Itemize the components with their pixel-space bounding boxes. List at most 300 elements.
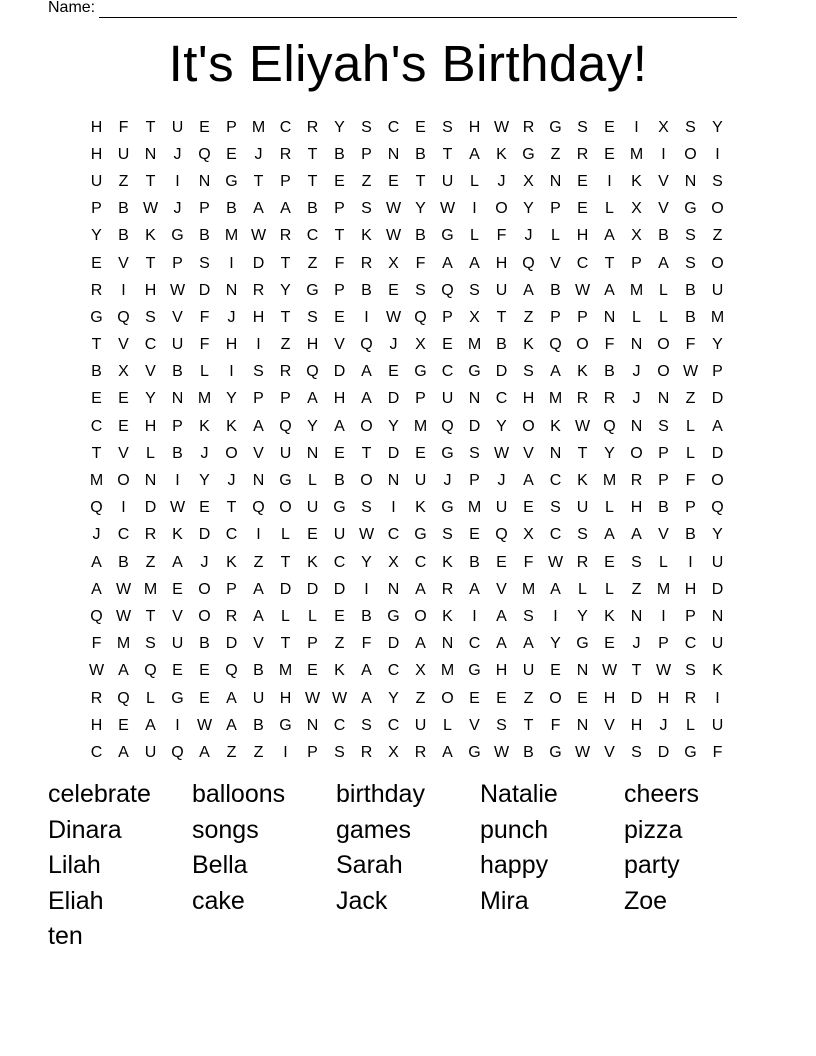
grid-cell[interactable]: Y <box>307 417 318 435</box>
grid-cell[interactable]: G <box>333 499 346 517</box>
grid-cell[interactable]: X <box>415 662 426 680</box>
grid-cell[interactable]: Q <box>414 308 427 326</box>
grid-cell[interactable]: E <box>91 390 102 408</box>
grid-cell[interactable]: N <box>549 172 562 190</box>
grid-cell[interactable]: O <box>657 336 670 354</box>
grid-cell[interactable]: G <box>171 227 184 245</box>
grid-cell[interactable]: M <box>197 390 212 408</box>
grid-cell[interactable]: I <box>175 716 180 734</box>
grid-cell[interactable]: W <box>493 743 510 761</box>
grid-cell[interactable]: U <box>171 635 184 653</box>
grid-cell[interactable]: E <box>226 145 237 163</box>
grid-cell[interactable]: Q <box>279 417 292 435</box>
grid-cell[interactable]: P <box>658 472 669 490</box>
grid-cell[interactable]: A <box>199 743 210 761</box>
grid-cell[interactable]: T <box>361 444 372 462</box>
grid-cell[interactable]: M <box>224 227 239 245</box>
grid-cell[interactable]: P <box>415 390 426 408</box>
grid-cell[interactable]: T <box>415 172 426 190</box>
grid-cell[interactable]: B <box>91 363 102 381</box>
grid-cell[interactable]: E <box>199 662 210 680</box>
grid-cell[interactable]: M <box>440 662 455 680</box>
grid-cell[interactable]: G <box>279 716 292 734</box>
grid-cell[interactable]: R <box>90 281 103 299</box>
grid-cell[interactable]: G <box>576 635 589 653</box>
grid-cell[interactable]: N <box>144 472 157 490</box>
grid-cell[interactable]: G <box>522 145 535 163</box>
grid-cell[interactable]: L <box>281 526 290 544</box>
grid-cell[interactable]: Y <box>523 200 534 218</box>
grid-cell[interactable]: B <box>334 472 345 490</box>
grid-cell[interactable]: E <box>199 689 210 707</box>
grid-cell[interactable]: Q <box>117 689 130 707</box>
grid-cell[interactable]: G <box>468 363 481 381</box>
grid-cell[interactable]: B <box>523 743 534 761</box>
grid-cell[interactable]: I <box>256 336 261 354</box>
grid-cell[interactable]: K <box>199 417 210 435</box>
grid-cell[interactable]: A <box>469 580 480 598</box>
grid-cell[interactable]: T <box>145 254 156 272</box>
grid-cell[interactable]: Q <box>144 662 157 680</box>
grid-cell[interactable]: Z <box>118 172 129 190</box>
grid-cell[interactable]: F <box>550 716 561 734</box>
grid-cell[interactable]: L <box>659 308 668 326</box>
grid-cell[interactable]: E <box>415 444 426 462</box>
grid-cell[interactable]: Y <box>577 607 588 625</box>
grid-cell[interactable]: J <box>497 472 506 490</box>
grid-cell[interactable]: W <box>574 743 591 761</box>
grid-cell[interactable]: K <box>442 553 453 571</box>
grid-cell[interactable]: S <box>523 363 534 381</box>
grid-cell[interactable]: H <box>630 716 643 734</box>
grid-cell[interactable]: F <box>361 635 372 653</box>
grid-cell[interactable]: K <box>604 607 615 625</box>
grid-cell[interactable]: H <box>495 662 508 680</box>
grid-cell[interactable]: C <box>387 118 400 136</box>
grid-cell[interactable]: J <box>524 227 533 245</box>
grid-cell[interactable]: Y <box>199 472 210 490</box>
grid-cell[interactable]: S <box>361 716 372 734</box>
grid-cell[interactable]: S <box>442 526 453 544</box>
grid-cell[interactable]: W <box>169 281 186 299</box>
grid-cell[interactable]: A <box>91 580 102 598</box>
grid-cell[interactable]: C <box>306 227 319 245</box>
grid-cell[interactable]: H <box>90 118 103 136</box>
grid-cell[interactable]: U <box>333 526 346 544</box>
grid-cell[interactable]: R <box>684 689 697 707</box>
grid-cell[interactable]: U <box>171 118 184 136</box>
grid-cell[interactable]: P <box>172 254 183 272</box>
grid-cell[interactable]: W <box>493 444 510 462</box>
grid-cell[interactable]: C <box>549 472 562 490</box>
grid-cell[interactable]: O <box>711 200 724 218</box>
grid-cell[interactable]: T <box>226 499 237 517</box>
grid-cell[interactable]: V <box>253 444 264 462</box>
grid-cell[interactable]: M <box>656 580 671 598</box>
grid-cell[interactable]: W <box>196 716 213 734</box>
grid-cell[interactable]: W <box>655 662 672 680</box>
grid-cell[interactable]: R <box>630 472 643 490</box>
grid-cell[interactable]: W <box>169 499 186 517</box>
grid-cell[interactable]: G <box>441 444 454 462</box>
grid-cell[interactable]: H <box>522 390 535 408</box>
grid-cell[interactable]: Q <box>603 417 616 435</box>
grid-cell[interactable]: Z <box>361 172 372 190</box>
grid-cell[interactable]: R <box>279 145 292 163</box>
grid-cell[interactable]: D <box>252 254 265 272</box>
grid-cell[interactable]: Y <box>145 390 156 408</box>
grid-cell[interactable]: V <box>550 254 561 272</box>
grid-cell[interactable]: D <box>198 526 211 544</box>
grid-cell[interactable]: A <box>253 607 264 625</box>
grid-cell[interactable]: R <box>576 390 589 408</box>
grid-cell[interactable]: V <box>334 336 345 354</box>
grid-cell[interactable]: G <box>468 662 481 680</box>
grid-cell[interactable]: N <box>171 390 184 408</box>
grid-cell[interactable]: E <box>334 308 345 326</box>
grid-cell[interactable]: X <box>523 526 534 544</box>
grid-cell[interactable]: K <box>361 227 372 245</box>
name-blank-field[interactable] <box>99 3 737 18</box>
grid-cell[interactable]: W <box>385 200 402 218</box>
grid-cell[interactable]: L <box>470 172 479 190</box>
grid-cell[interactable]: L <box>308 472 317 490</box>
grid-cell[interactable]: S <box>145 635 156 653</box>
grid-cell[interactable]: H <box>603 689 616 707</box>
grid-cell[interactable]: Y <box>712 118 723 136</box>
grid-cell[interactable]: C <box>495 390 508 408</box>
grid-cell[interactable]: S <box>631 743 642 761</box>
grid-cell[interactable]: A <box>523 281 534 299</box>
grid-cell[interactable]: J <box>632 635 641 653</box>
grid-cell[interactable]: D <box>333 580 346 598</box>
grid-cell[interactable]: P <box>280 172 291 190</box>
grid-cell[interactable]: T <box>307 172 318 190</box>
grid-cell[interactable]: E <box>604 118 615 136</box>
grid-cell[interactable]: M <box>602 472 617 490</box>
grid-cell[interactable]: E <box>118 417 129 435</box>
grid-cell[interactable]: N <box>630 607 643 625</box>
grid-cell[interactable]: M <box>278 662 293 680</box>
grid-cell[interactable]: W <box>574 417 591 435</box>
grid-cell[interactable]: F <box>685 472 696 490</box>
grid-cell[interactable]: M <box>251 118 266 136</box>
grid-cell[interactable]: D <box>711 444 724 462</box>
grid-cell[interactable]: S <box>334 743 345 761</box>
grid-cell[interactable]: V <box>604 743 615 761</box>
grid-cell[interactable]: R <box>360 254 373 272</box>
grid-cell[interactable]: D <box>333 363 346 381</box>
grid-cell[interactable]: L <box>659 281 668 299</box>
grid-cell[interactable]: W <box>115 580 132 598</box>
grid-cell[interactable]: L <box>443 716 452 734</box>
grid-cell[interactable]: W <box>142 200 159 218</box>
grid-cell[interactable]: J <box>443 472 452 490</box>
grid-cell[interactable]: W <box>439 200 456 218</box>
grid-cell[interactable]: E <box>172 580 183 598</box>
grid-cell[interactable]: S <box>415 281 426 299</box>
grid-cell[interactable]: C <box>387 716 400 734</box>
grid-cell[interactable]: Q <box>441 281 454 299</box>
grid-cell[interactable]: P <box>550 308 561 326</box>
grid-cell[interactable]: C <box>225 526 238 544</box>
grid-cell[interactable]: A <box>523 635 534 653</box>
grid-cell[interactable]: N <box>306 716 319 734</box>
grid-cell[interactable]: C <box>90 743 103 761</box>
grid-cell[interactable]: Q <box>549 336 562 354</box>
grid-cell[interactable]: Z <box>631 580 642 598</box>
grid-cell[interactable]: Z <box>226 743 237 761</box>
grid-cell[interactable]: K <box>415 499 426 517</box>
grid-cell[interactable]: M <box>629 281 644 299</box>
grid-cell[interactable]: T <box>523 716 534 734</box>
grid-cell[interactable]: C <box>576 254 589 272</box>
grid-cell[interactable]: S <box>685 662 696 680</box>
grid-cell[interactable]: X <box>631 227 642 245</box>
grid-cell[interactable]: O <box>198 607 211 625</box>
grid-cell[interactable]: X <box>415 336 426 354</box>
grid-cell[interactable]: H <box>657 689 670 707</box>
grid-cell[interactable]: G <box>387 607 400 625</box>
grid-cell[interactable]: R <box>360 743 373 761</box>
grid-cell[interactable]: U <box>441 172 454 190</box>
grid-cell[interactable]: F <box>199 308 210 326</box>
grid-cell[interactable]: E <box>118 390 129 408</box>
grid-cell[interactable]: I <box>661 607 666 625</box>
grid-cell[interactable]: B <box>226 200 237 218</box>
grid-cell[interactable]: B <box>199 227 210 245</box>
grid-cell[interactable]: U <box>522 662 535 680</box>
grid-cell[interactable]: P <box>226 118 237 136</box>
grid-cell[interactable]: T <box>91 336 102 354</box>
grid-cell[interactable]: D <box>711 580 724 598</box>
grid-cell[interactable]: F <box>415 254 426 272</box>
grid-cell[interactable]: F <box>685 336 696 354</box>
grid-cell[interactable]: C <box>387 526 400 544</box>
grid-cell[interactable]: K <box>577 472 588 490</box>
grid-cell[interactable]: N <box>306 444 319 462</box>
grid-cell[interactable]: K <box>496 145 507 163</box>
grid-cell[interactable]: Q <box>495 526 508 544</box>
grid-cell[interactable]: B <box>307 200 318 218</box>
grid-cell[interactable]: T <box>307 145 318 163</box>
grid-cell[interactable]: R <box>576 553 589 571</box>
grid-cell[interactable]: A <box>118 743 129 761</box>
grid-cell[interactable]: C <box>333 716 346 734</box>
grid-cell[interactable]: W <box>547 553 564 571</box>
grid-cell[interactable]: R <box>279 227 292 245</box>
grid-cell[interactable]: R <box>144 526 157 544</box>
grid-cell[interactable]: J <box>389 336 398 354</box>
grid-cell[interactable]: N <box>630 417 643 435</box>
grid-cell[interactable]: Y <box>388 689 399 707</box>
grid-cell[interactable]: E <box>550 662 561 680</box>
grid-cell[interactable]: B <box>199 635 210 653</box>
grid-cell[interactable]: R <box>306 118 319 136</box>
grid-cell[interactable]: G <box>225 172 238 190</box>
grid-cell[interactable]: C <box>549 526 562 544</box>
grid-cell[interactable]: L <box>578 580 587 598</box>
grid-cell[interactable]: H <box>225 336 238 354</box>
grid-cell[interactable]: T <box>145 607 156 625</box>
grid-cell[interactable]: W <box>358 526 375 544</box>
grid-cell[interactable]: E <box>469 526 480 544</box>
grid-cell[interactable]: D <box>225 635 238 653</box>
grid-cell[interactable]: R <box>252 281 265 299</box>
grid-cell[interactable]: T <box>577 444 588 462</box>
grid-cell[interactable]: G <box>414 363 427 381</box>
grid-cell[interactable]: C <box>333 553 346 571</box>
grid-cell[interactable]: Q <box>306 363 319 381</box>
grid-cell[interactable]: K <box>550 417 561 435</box>
grid-cell[interactable]: Q <box>90 607 103 625</box>
grid-cell[interactable]: E <box>91 254 102 272</box>
grid-cell[interactable]: Y <box>550 635 561 653</box>
grid-cell[interactable]: C <box>117 526 130 544</box>
grid-cell[interactable]: Y <box>388 417 399 435</box>
grid-cell[interactable]: I <box>121 499 126 517</box>
grid-cell[interactable]: O <box>522 417 535 435</box>
grid-cell[interactable]: E <box>388 172 399 190</box>
grid-cell[interactable]: V <box>469 716 480 734</box>
grid-cell[interactable]: E <box>496 553 507 571</box>
grid-cell[interactable]: A <box>361 662 372 680</box>
grid-cell[interactable]: K <box>631 172 642 190</box>
grid-cell[interactable]: X <box>523 172 534 190</box>
grid-cell[interactable]: B <box>658 227 669 245</box>
grid-cell[interactable]: W <box>385 308 402 326</box>
grid-cell[interactable]: U <box>90 172 103 190</box>
grid-cell[interactable]: Q <box>360 336 373 354</box>
grid-cell[interactable]: C <box>279 118 292 136</box>
grid-cell[interactable]: L <box>605 580 614 598</box>
grid-cell[interactable]: U <box>306 499 319 517</box>
grid-cell[interactable]: L <box>686 716 695 734</box>
grid-cell[interactable]: E <box>604 553 615 571</box>
grid-cell[interactable]: H <box>495 254 508 272</box>
grid-cell[interactable]: B <box>361 607 372 625</box>
grid-cell[interactable]: J <box>200 553 209 571</box>
grid-cell[interactable]: U <box>252 689 265 707</box>
grid-cell[interactable]: R <box>279 363 292 381</box>
grid-cell[interactable]: J <box>497 172 506 190</box>
grid-cell[interactable]: B <box>550 281 561 299</box>
grid-cell[interactable]: E <box>118 716 129 734</box>
grid-cell[interactable]: J <box>92 526 101 544</box>
grid-cell[interactable]: Z <box>253 553 264 571</box>
grid-cell[interactable]: F <box>712 743 723 761</box>
grid-cell[interactable]: N <box>144 145 157 163</box>
grid-cell[interactable]: I <box>229 254 234 272</box>
grid-cell[interactable]: L <box>632 308 641 326</box>
grid-cell[interactable]: R <box>576 145 589 163</box>
grid-cell[interactable]: P <box>442 308 453 326</box>
grid-cell[interactable]: B <box>415 227 426 245</box>
grid-cell[interactable]: E <box>604 145 615 163</box>
grid-cell[interactable]: N <box>441 635 454 653</box>
grid-cell[interactable]: V <box>118 336 129 354</box>
grid-cell[interactable]: A <box>415 635 426 653</box>
grid-cell[interactable]: Z <box>334 635 345 653</box>
grid-cell[interactable]: V <box>118 444 129 462</box>
grid-cell[interactable]: L <box>659 553 668 571</box>
grid-cell[interactable]: Y <box>280 281 291 299</box>
grid-cell[interactable]: Y <box>226 390 237 408</box>
grid-cell[interactable]: D <box>279 580 292 598</box>
grid-cell[interactable]: E <box>604 635 615 653</box>
grid-cell[interactable]: L <box>605 499 614 517</box>
grid-cell[interactable]: E <box>199 499 210 517</box>
grid-cell[interactable]: I <box>364 580 369 598</box>
grid-cell[interactable]: Q <box>90 499 103 517</box>
grid-cell[interactable]: I <box>715 145 720 163</box>
grid-cell[interactable]: L <box>281 607 290 625</box>
grid-cell[interactable]: A <box>550 363 561 381</box>
grid-cell[interactable]: B <box>685 308 696 326</box>
grid-cell[interactable]: O <box>684 145 697 163</box>
grid-cell[interactable]: Y <box>334 118 345 136</box>
grid-cell[interactable]: E <box>334 444 345 462</box>
grid-cell[interactable]: C <box>441 363 454 381</box>
grid-cell[interactable]: V <box>604 716 615 734</box>
grid-cell[interactable]: A <box>631 526 642 544</box>
grid-cell[interactable]: O <box>360 417 373 435</box>
grid-cell[interactable]: D <box>198 281 211 299</box>
grid-cell[interactable]: V <box>658 200 669 218</box>
grid-cell[interactable]: E <box>577 689 588 707</box>
grid-cell[interactable]: K <box>172 526 183 544</box>
grid-cell[interactable]: P <box>91 200 102 218</box>
grid-cell[interactable]: T <box>253 172 264 190</box>
grid-cell[interactable]: W <box>250 227 267 245</box>
grid-cell[interactable]: H <box>576 227 589 245</box>
grid-cell[interactable]: K <box>442 607 453 625</box>
grid-cell[interactable]: B <box>118 227 129 245</box>
grid-cell[interactable]: Q <box>171 743 184 761</box>
grid-cell[interactable]: S <box>469 281 480 299</box>
grid-cell[interactable]: O <box>117 472 130 490</box>
grid-cell[interactable]: W <box>574 281 591 299</box>
grid-cell[interactable]: X <box>388 254 399 272</box>
grid-cell[interactable]: H <box>684 580 697 598</box>
grid-cell[interactable]: G <box>306 281 319 299</box>
grid-cell[interactable]: M <box>413 417 428 435</box>
grid-cell[interactable]: P <box>577 308 588 326</box>
grid-cell[interactable]: P <box>658 635 669 653</box>
grid-cell[interactable]: A <box>172 553 183 571</box>
grid-cell[interactable]: U <box>495 499 508 517</box>
grid-cell[interactable]: E <box>577 200 588 218</box>
grid-cell[interactable]: D <box>306 580 319 598</box>
grid-cell[interactable]: R <box>603 390 616 408</box>
grid-cell[interactable]: X <box>388 553 399 571</box>
grid-cell[interactable]: T <box>91 444 102 462</box>
grid-cell[interactable]: C <box>387 662 400 680</box>
grid-cell[interactable]: D <box>387 635 400 653</box>
grid-cell[interactable]: W <box>385 227 402 245</box>
grid-cell[interactable]: L <box>686 417 695 435</box>
grid-cell[interactable]: O <box>198 580 211 598</box>
grid-cell[interactable]: W <box>304 689 321 707</box>
grid-cell[interactable]: X <box>388 743 399 761</box>
grid-cell[interactable]: F <box>91 635 102 653</box>
grid-cell[interactable]: L <box>551 227 560 245</box>
grid-cell[interactable]: L <box>605 200 614 218</box>
grid-cell[interactable]: P <box>172 417 183 435</box>
grid-cell[interactable]: Z <box>145 553 156 571</box>
grid-cell[interactable]: I <box>607 172 612 190</box>
grid-cell[interactable]: A <box>442 743 453 761</box>
